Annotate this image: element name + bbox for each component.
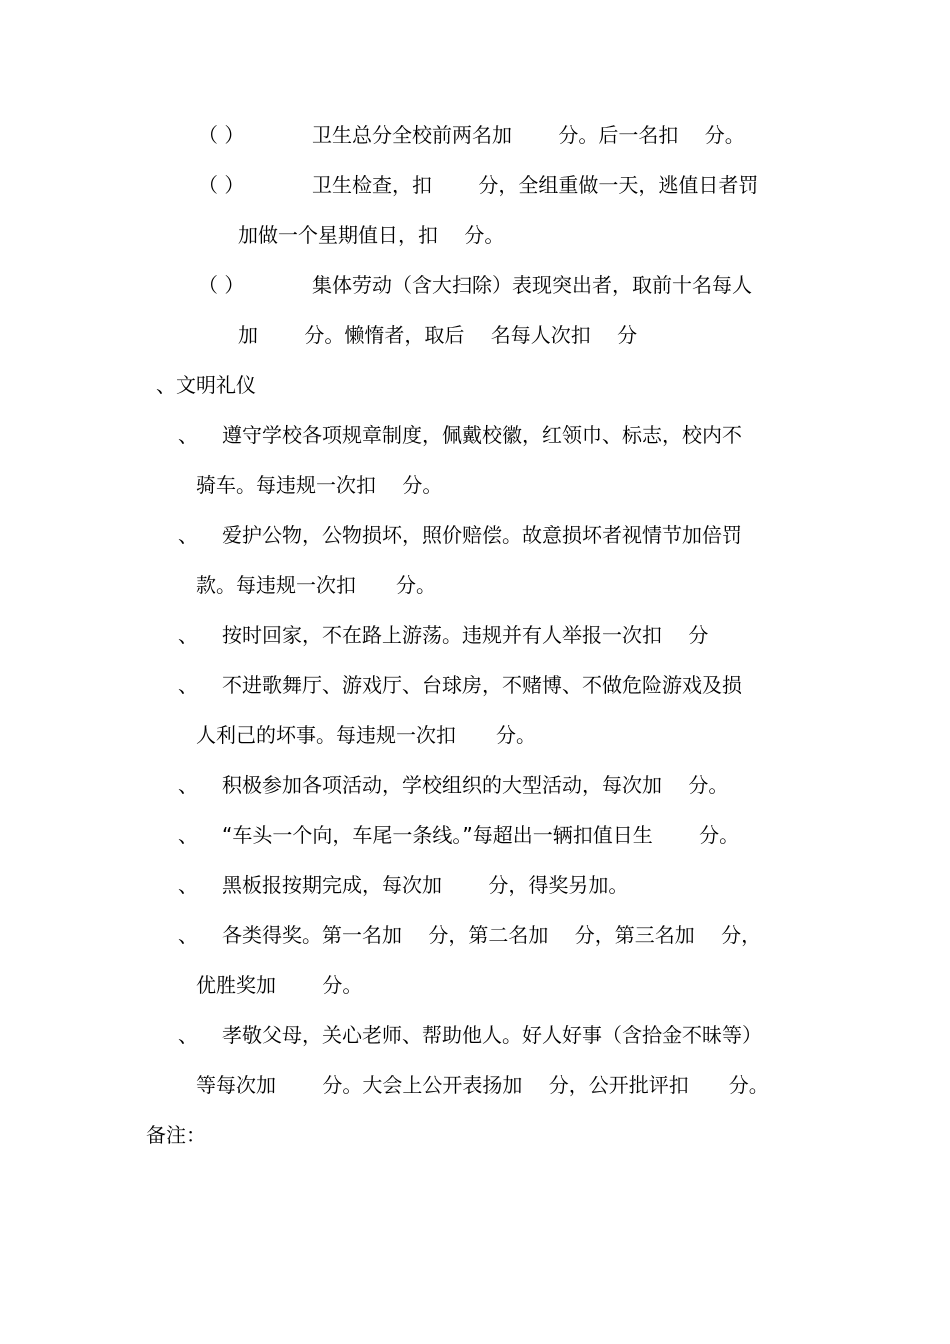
hygiene-item-1-text: 卫生总分全校前两名加 分。后一名扣 分。 — [312, 123, 745, 147]
hygiene-item-3-continuation: 加 分。懒惰者，取后 名每人次扣 分 — [238, 323, 638, 347]
etiquette-item-marker: 、 — [178, 873, 198, 897]
etiquette-item-continuation: 款。每违规一次扣 分。 — [196, 573, 436, 597]
etiquette-item-continuation: 人利己的坏事。每违规一次扣 分。 — [196, 723, 536, 747]
etiquette-item-marker: 、 — [178, 423, 198, 447]
hygiene-item-2-text: 卫生检查，扣 分，全组重做一天，逃值日者罚 — [312, 173, 759, 197]
etiquette-item-marker: 、 — [178, 1023, 198, 1047]
etiquette-item-continuation: 骑车。每违规一次扣 分。 — [196, 473, 443, 497]
section-heading-etiquette: 、文明礼仪 — [156, 373, 256, 397]
hygiene-item-2-continuation: 加做一个星期值日，扣 分。 — [238, 223, 505, 247]
etiquette-item-text: “车头一个向，车尾一条线。”每超出一辆扣值日生 分。 — [222, 823, 740, 847]
etiquette-item-continuation: 等每次加 分。大会上公开表扬加 分，公开批评扣 分。 — [196, 1073, 769, 1097]
etiquette-item-marker: 、 — [178, 773, 198, 797]
hygiene-item-3-marker: （ ） — [198, 273, 245, 297]
etiquette-item-marker: 、 — [178, 923, 198, 947]
hygiene-item-2-marker: （ ） — [198, 173, 245, 197]
etiquette-item-continuation: 优胜奖加 分。 — [196, 973, 363, 997]
etiquette-item-marker: 、 — [178, 823, 198, 847]
etiquette-item-text: 黑板报按期完成，每次加 分，得奖另加。 — [222, 873, 629, 897]
hygiene-item-1-marker: （ ） — [198, 123, 245, 147]
etiquette-item-marker: 、 — [178, 623, 198, 647]
etiquette-item-text: 按时回家，不在路上游荡。违规并有人举报一次扣 分 — [222, 623, 709, 647]
remarks-label: 备注： — [146, 1123, 206, 1147]
etiquette-item-text: 不进歌舞厅、游戏厅、台球房，不赌博、不做危险游戏及损 — [222, 673, 742, 697]
etiquette-item-text: 孝敬父母，关心老师、帮助他人。好人好事（含拾金不昧等） — [222, 1023, 762, 1047]
etiquette-item-text: 爱护公物，公物损坏，照价赔偿。故意损坏者视情节加倍罚 — [222, 523, 742, 547]
etiquette-item-marker: 、 — [178, 523, 198, 547]
etiquette-item-text: 各类得奖。第一名加 分，第二名加 分，第三名加 分， — [222, 923, 762, 947]
hygiene-item-3-text: 集体劳动（含大扫除）表现突出者，取前十名每人 — [312, 273, 752, 297]
etiquette-item-marker: 、 — [178, 673, 198, 697]
etiquette-item-text: 遵守学校各项规章制度，佩戴校徽，红领巾、标志，校内不 — [222, 423, 742, 447]
etiquette-item-text: 积极参加各项活动，学校组织的大型活动，每次加 分。 — [222, 773, 729, 797]
